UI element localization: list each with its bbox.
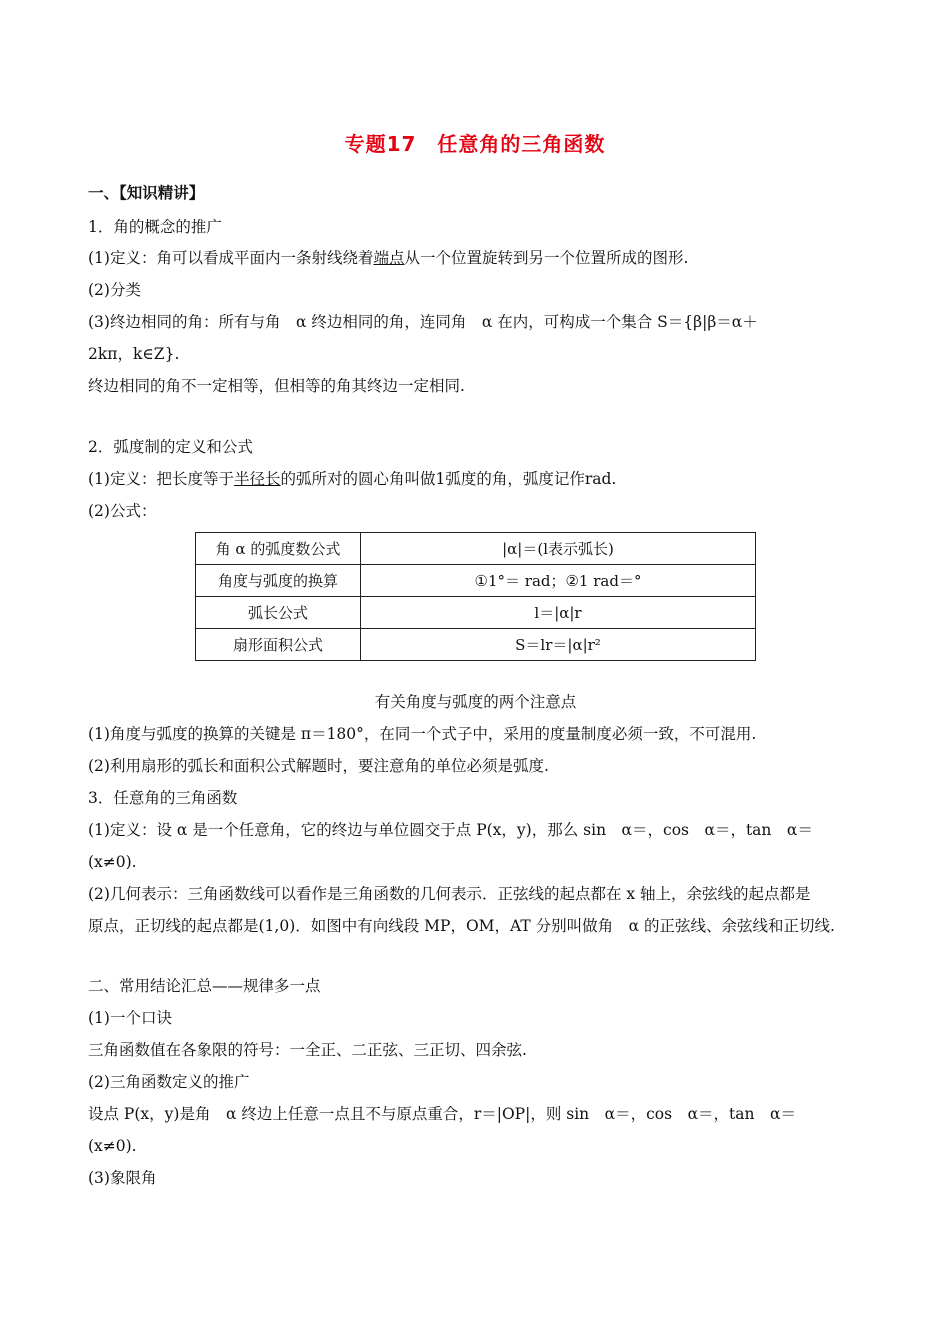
- paragraph-line: (2)利用扇形的弧长和面积公式解题时，要注意角的单位必须是弧度.: [88, 757, 549, 775]
- table-cell-name: 扇形面积公式: [196, 629, 361, 661]
- paragraph-line: (3)象限角: [88, 1169, 157, 1187]
- paragraph-line: (2)几何表示：三角函数线可以看作是三角函数的几何表示．正弦线的起点都在 x 轴上，余弦线的起点都是: [88, 885, 811, 903]
- paragraph-line: 三角函数值在各象限的符号：一全正、二正弦、三正切、四余弦.: [88, 1041, 527, 1059]
- formula-table: [195, 532, 756, 661]
- table-cell-formula: |α|＝(l表示弧长): [361, 533, 756, 565]
- paragraph-line: (1)角度与弧度的换算的关键是 π＝180°，在同一个式子中，采用的度量制度必须一致，不可混用.: [88, 725, 757, 743]
- paragraph-line: (x≠0).: [88, 1137, 137, 1155]
- paragraph-line: (2)分类: [88, 281, 141, 299]
- table-cell-formula: l＝|α|r: [361, 597, 756, 629]
- table-cell-name: 角 α 的弧度数公式: [196, 533, 361, 565]
- paragraph-line: (2)公式：: [88, 502, 157, 520]
- note-heading: 有关角度与弧度的两个注意点: [374, 693, 577, 711]
- text-fragment: 从一个位置旋转到另一个位置所成的图形.: [404, 249, 689, 267]
- table-cell-name: 角度与弧度的换算: [196, 565, 361, 597]
- paragraph-line: [88, 469, 863, 489]
- table-cell-formula: ①1°＝ rad；②1 rad＝°: [361, 565, 756, 597]
- section-heading-2: 二、常用结论汇总——规律多一点: [88, 977, 321, 995]
- paragraph-line: (2)三角函数定义的推广: [88, 1073, 250, 1091]
- subsection-heading: 1．角的概念的推广: [88, 218, 222, 236]
- text-fragment: (1)定义：把长度等于: [88, 470, 234, 488]
- text-fragment: (1)定义：角可以看成平面内一条射线绕着: [88, 249, 374, 267]
- table-row: [196, 565, 756, 597]
- paragraph-line: (3)终边相同的角：所有与角 α 终边相同的角，连同角 α 在内，可构成一个集合 S＝{β|β＝α＋: [88, 313, 758, 331]
- paragraph-line: 2kπ，k∈Z}.: [88, 345, 180, 363]
- table-cell-name: 弧长公式: [196, 597, 361, 629]
- table-cell-formula: S＝lr＝|α|r²: [361, 629, 756, 661]
- underlined-term: 端点: [373, 249, 405, 267]
- table-row: [196, 597, 756, 629]
- table-row: [196, 629, 756, 661]
- paragraph-line: 终边相同的角不一定相等，但相等的角其终边一定相同.: [88, 377, 465, 395]
- table-row: [196, 533, 756, 565]
- paragraph-line: (x≠0).: [88, 853, 137, 871]
- underlined-term: 半径长: [233, 470, 281, 488]
- page-title: 专题17 任意角的三角函数: [344, 132, 606, 156]
- paragraph-line: 原点，正切线的起点都是(1,0)．如图中有向线段 MP，OM，AT 分别叫做角 α 的正弦线、余弦线和正切线.: [88, 917, 835, 935]
- paragraph-line: (1)一个口诀: [88, 1009, 172, 1027]
- paragraph-line: 设点 P(x，y)是角 α 终边上任意一点且不与原点重合，r＝|OP|，则 sin α＝，cos α＝，tan α＝: [88, 1105, 796, 1123]
- paragraph-line: [88, 248, 863, 268]
- subsection-heading: 2．弧度制的定义和公式: [88, 438, 253, 456]
- paragraph-line: (1)定义：设 α 是一个任意角，它的终边与单位圆交于点 P(x，y)，那么 sin α＝，cos α＝，tan α＝: [88, 821, 813, 839]
- section-heading-1: 一、【知识精讲】: [88, 184, 205, 202]
- text-fragment: 的弧所对的圆心角叫做1弧度的角，弧度记作rad.: [280, 470, 617, 488]
- subsection-heading: 3．任意角的三角函数: [88, 789, 238, 807]
